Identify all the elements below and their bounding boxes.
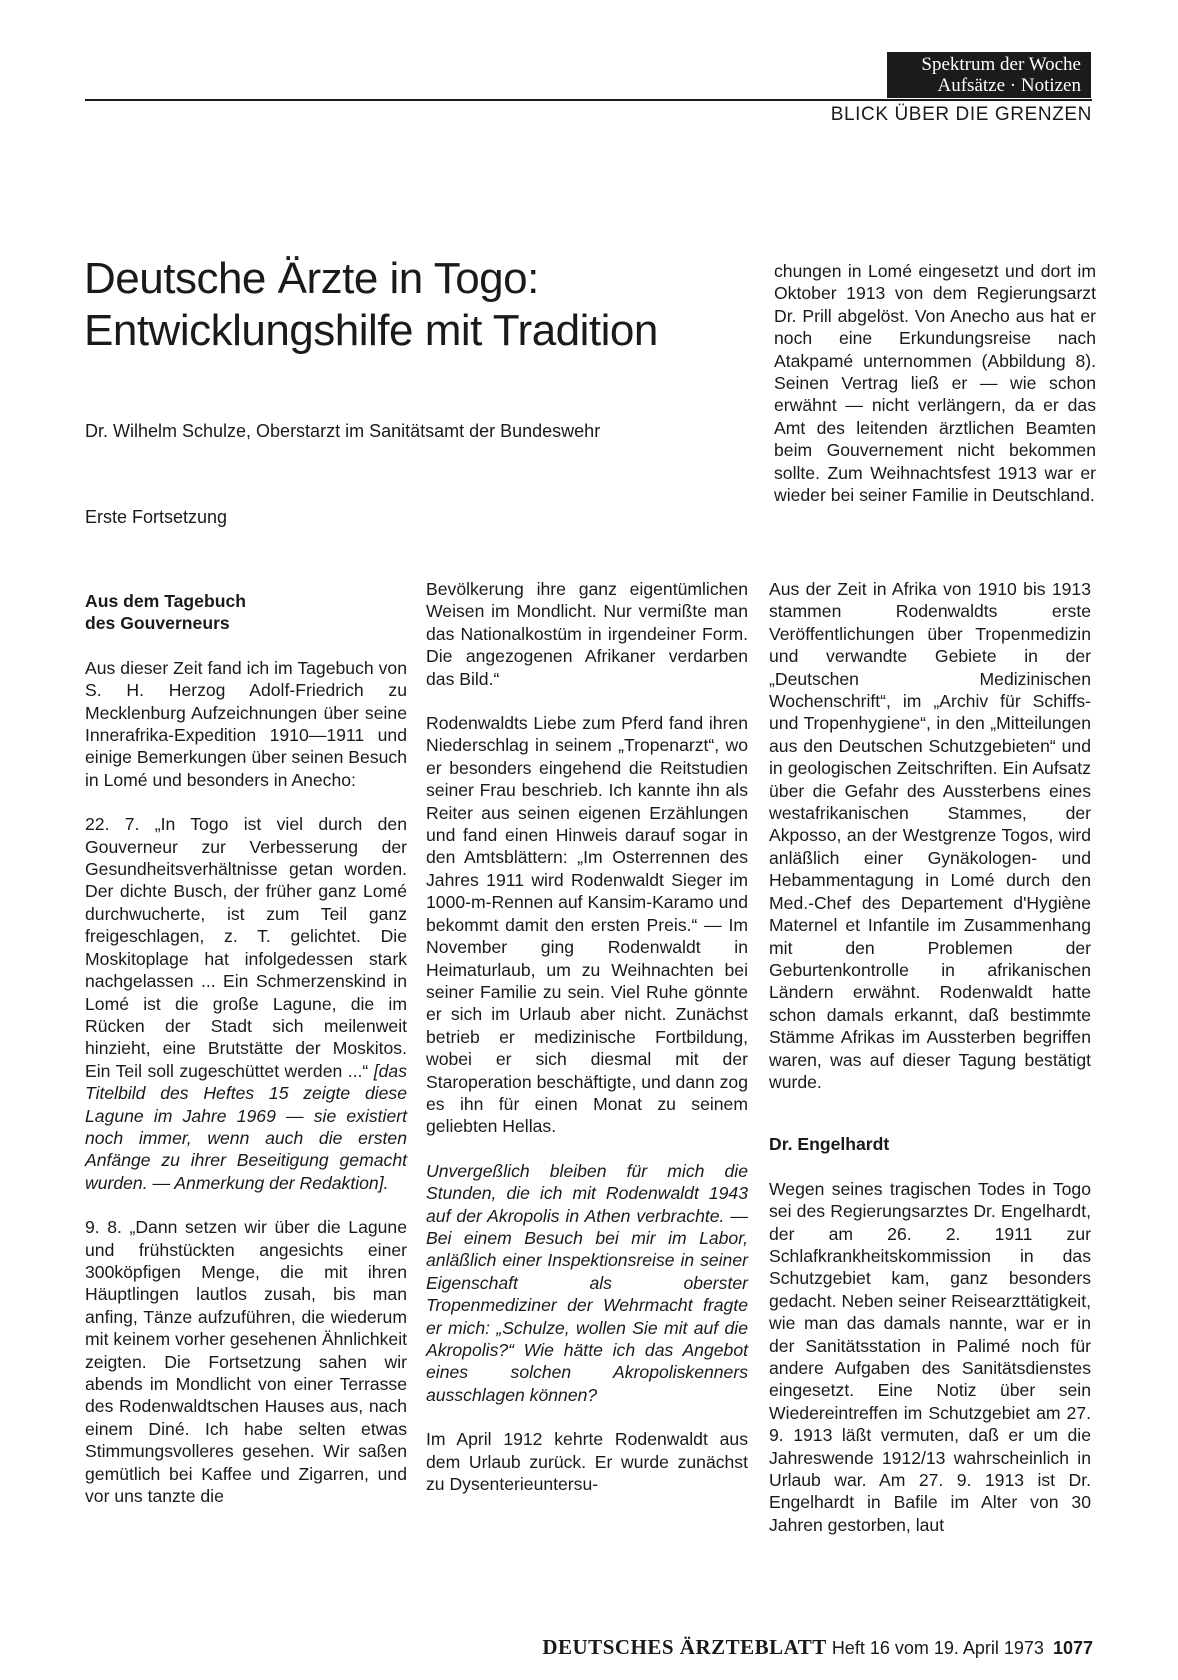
column-middle	[426, 578, 748, 1495]
subheading	[85, 590, 407, 635]
article-author: Dr. Wilhelm Schulze, Oberstarzt im Sanitätsamt der Bundeswehr	[85, 421, 601, 441]
subheading-line-2: des Gouverneurs	[85, 613, 230, 634]
subheading: Dr. Engelhardt	[769, 1134, 890, 1155]
paragraph: Bevölkerung ihre ganz eigentümlichen Weisen im Mondlicht. Nur vermißte man das Nationalkostüm in irgendeiner Form. Die angezogenen Afrikaner verdarben das Bild.“	[426, 579, 748, 689]
continuation-note: Erste Fortsetzung	[85, 507, 228, 527]
issue-info: Heft 16 vom 19. April 1973	[831, 1638, 1044, 1658]
column-left	[85, 590, 407, 1507]
subheading-line-1: Aus dem Tagebuch	[85, 591, 246, 611]
header-rule	[85, 99, 1092, 101]
paragraph: Aus dieser Zeit fand ich im Tagebuch von S. H. Herzog Adolf-Friedrich zu Mecklenburg Aufzeichnungen über seine Innerafrika-Expedition 1910—1911 und einige Bemerkungen über seinen Besuch in Lomé und besonders in Anecho:	[85, 657, 407, 790]
badge-line-1: Spektrum der Woche	[921, 54, 1081, 75]
paragraph: Aus der Zeit in Afrika von 1910 bis 1913 stammen Rodenwaldts erste Veröffentlichungen über Tropenmedizin und verwandte Gebiete in der „Deutschen Medizinischen Wochenschrift“, im „Archiv für Schiffs- und Tropenhygiene“, in den „Mitteilungen aus den Deutschen Schutzgebieten“ und in geologischen Zeitschriften. Ein Aufsatz über die Gefahr des Aussterbens eines westafrikanischen Stammes, der Akposso, an der Westgrenze Togos, wird anläßlich einer Gynäkologen- und Hebammentagung in Lomé durch den Med.-Chef des Departement d'Hygiène Maternel et Infantile im Zusammenhang mit den Problemen der Geburtenkontrolle in afrikanischen Ländern erwähnt. Rodenwaldt hatte schon damals erkannt, daß bestimmte Stämme Afrikas im Aussterben begriffen waren, was auf dieser Tagung bestätigt wurde.	[769, 579, 1091, 1092]
diary-text: 22. 7. „In Togo ist viel durch den Gouverneur zur Verbesserung der Gesundheitsverhältnisse getan worden. Der dichte Busch, der früher ganz Lomé durchwucherte, ist zum Teil ganz freigeschlagen, z. T. gelichtet. Die Moskitoplage hat infolgedessen stark nachgelassen ... Ein Schmerzenskind in Lomé ist die große Lagune, die im Rücken der Stadt sich meilenweit hinzieht, eine Brutstätte der Moskitos. Ein Teil soll zugeschüttet werden ...“	[85, 814, 407, 1081]
paragraph: 9. 8. „Dann setzen wir über die Lagune und frühstückten angesichts einer 300köpfigen Menge, die mit ihren Häuptlingen lautlos zusah, bis man anfing, Tänze aufzuführen, die wiederum mit keinem vorher gesehenen Ähnlichkeit zeigten. Die Fortsetzung sahen wir abends im Mondlicht von einer Terrasse des Rodenwaldtschen Hauses aus, nach einem Diné. Ich habe selten etwas Stimmungsvolleres gesehen. Wir saßen gemütlich bei Kaffee und Zigarren, und vor uns tanzte die	[85, 1217, 407, 1507]
column-right	[769, 578, 1091, 1536]
title-line-1: Deutsche Ärzte in Togo:	[84, 254, 539, 303]
paragraph-diary-entry	[85, 813, 407, 1194]
paragraph: Wegen seines tragischen Todes in Togo sei des Regierungsarztes Dr. Engelhardt, der am 26. 2. 1911 zur Schlafkrankheitskommission in das Schutzgebiet kam, ganz besonders gedacht. Neben seiner Reisearzttätigkeit, wie man das damals nannte, war er in der Sanitätsstation in Palimé noch für andere Aufgaben des Sanitätsdienstes eingesetzt. Eine Notiz über sein Wiedereintreffen im Schutzgebiet am 27. 9. 1913 läßt vermuten, daß er um die Jahreswende 1912/13 wahrscheinlich in Urlaub war. Am 27. 9. 1913 ist Dr. Engelhardt in Bafile im Alter von 30 Jahren gestorben, laut	[769, 1178, 1091, 1535]
article-title	[84, 253, 704, 357]
page-footer	[542, 1636, 1093, 1659]
section-label: BLICK ÜBER DIE GRENZEN	[830, 104, 1092, 125]
title-line-2: Entwicklungshilfe mit Tradition	[84, 306, 658, 355]
magazine-section-badge	[887, 52, 1091, 98]
badge-line-2: Aufsätze · Notizen	[937, 75, 1081, 96]
column-top-right	[774, 260, 1096, 506]
paragraph-italic: Unvergeßlich bleiben für mich die Stunden, die ich mit Rodenwaldt 1943 auf der Akropolis in Athen verbrachte. — Bei einem Besuch bei mir im Labor, anläßlich einer Inspektionsreise in seiner Eigenschaft als oberster Tropenmediziner der Wehrmacht fragte er mich: „Schulze, wollen Sie mit auf die Akropolis?“ Wie hätte ich das Angebot eines solchen Akropoliskenners ausschlagen können?	[426, 1160, 748, 1405]
journal-name: DEUTSCHES ÄRZTEBLATT	[542, 1635, 827, 1659]
page-number: 1077	[1052, 1638, 1093, 1658]
paragraph: Im April 1912 kehrte Rodenwaldt aus dem Urlaub zurück. Er wurde zunächst zu Dysenterieuntersu-	[426, 1429, 748, 1495]
editor-note: [das Titelbild des Heftes 15 zeigte diese Lagune im Jahre 1969 — sie existiert noch immer, wenn auch die ersten Anfänge zu ihrer Beseitigung gemacht wurden. — Anmerkung der Redaktion].	[85, 1060, 408, 1193]
paragraph: Rodenwaldts Liebe zum Pferd fand ihren Niederschlag in seinem „Tropenarzt“, wo er besonders eingehend die Reitstudien seiner Frau beschrieb. Ich kannte ihn als Reiter aus seinen eigenen Erzählungen und fand einen Hinweis darauf sogar in den Amtsblättern: „Im Osterrennen des Jahres 1911 wird Rodenwaldt Sieger im 1000-m-Rennen auf Kansim-Karamo und bekommt damit den ersten Preis.“ — Im November ging Rodenwaldt in Heimaturlaub, um zu Weihnachten bei seiner Familie zu sein. Viel Ruhe gönnte er sich im Urlaub aber nicht. Zunächst betrieb er medizinische Fortbildung, wobei er sich diesmal mit der Staroperation beschäftigte, und dann zog es ihn für einen Monat zu seinem geliebten Hellas.	[426, 713, 748, 1137]
paragraph: chungen in Lomé eingesetzt und dort im Oktober 1913 von dem Regierungsarzt Dr. Prill abgelöst. Von Anecho aus hat er noch eine Erkundungsreise nach Atakpamé unternommen (Abbildung 8). Seinen Vertrag ließ er — wie schon erwähnt — nicht verlängern, da er das Amt des leitenden ärztlichen Beamten beim Gouvernement nicht bekommen sollte. Zum Weihnachtsfest 1913 war er wieder bei seiner Familie in Deutschland.	[774, 261, 1096, 506]
